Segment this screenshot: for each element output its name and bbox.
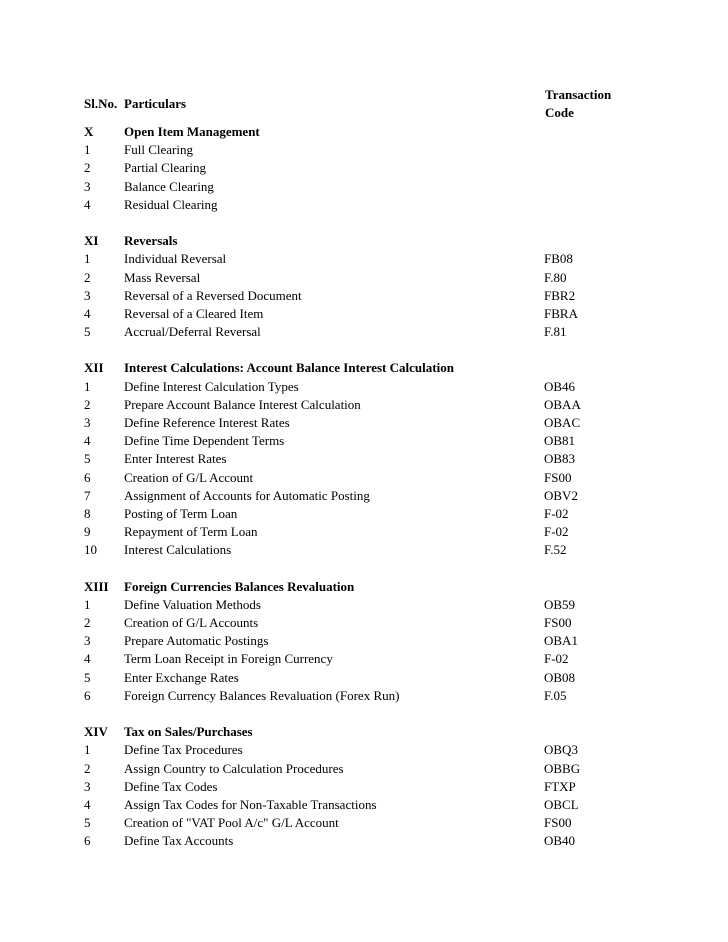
item-number: 5 <box>84 324 91 340</box>
item-particular: Define Tax Accounts <box>124 833 234 849</box>
transaction-code-header <box>545 86 635 122</box>
table-row <box>84 614 644 632</box>
table-row <box>84 487 644 505</box>
item-transaction-code: OBQ3 <box>544 742 578 758</box>
item-particular: Prepare Account Balance Interest Calculation <box>124 396 361 412</box>
section-title: Foreign Currencies Balances Revaluation <box>124 578 355 594</box>
item-number: 6 <box>84 687 91 703</box>
section-title: Interest Calculations: Account Balance Interest Calculation <box>124 360 454 376</box>
item-number: 2 <box>84 760 91 776</box>
table-row <box>84 378 644 396</box>
section-title: Open Item Management <box>124 124 260 139</box>
item-particular: Define Time Dependent Terms <box>124 433 285 449</box>
item-number: 3 <box>84 178 91 194</box>
item-transaction-code: FBRA <box>544 305 578 321</box>
table-row <box>84 814 644 832</box>
table-row <box>84 796 644 814</box>
item-particular: Define Tax Procedures <box>124 742 243 758</box>
item-particular: Assign Country to Calculation Procedures <box>124 760 344 776</box>
item-transaction-code: OBAA <box>544 396 581 412</box>
section-spacer <box>84 341 644 359</box>
item-transaction-code: F.80 <box>544 269 567 285</box>
table-header <box>84 86 644 123</box>
item-transaction-code: FS00 <box>544 615 572 631</box>
section-numeral: XII <box>84 360 104 376</box>
item-transaction-code: OB46 <box>544 378 576 394</box>
item-transaction-code: OB83 <box>544 451 576 467</box>
item-number: 2 <box>84 160 91 176</box>
section-title: Reversals <box>124 233 178 249</box>
table-row <box>84 159 644 177</box>
item-particular: Reversal of a Cleared Item <box>124 305 264 321</box>
item-number: 2 <box>84 396 91 412</box>
section-heading <box>84 232 644 250</box>
item-particular: Reversal of a Reversed Document <box>124 287 302 303</box>
table-row <box>84 141 644 159</box>
table-row <box>84 596 644 614</box>
item-transaction-code: OB81 <box>544 433 576 449</box>
item-particular: Define Tax Codes <box>124 778 218 794</box>
item-number: 3 <box>84 287 91 303</box>
item-number: 3 <box>84 415 91 430</box>
item-transaction-code: OB40 <box>544 833 576 849</box>
table-row <box>84 414 644 432</box>
table-row <box>84 669 644 687</box>
item-number: 1 <box>84 742 91 758</box>
table-row <box>84 741 644 759</box>
item-number: 5 <box>84 451 91 467</box>
item-particular: Term Loan Receipt in Foreign Currency <box>124 651 333 667</box>
section-heading <box>84 359 644 377</box>
table-row <box>84 396 644 414</box>
transaction-code-header-line2: Code <box>545 105 574 120</box>
item-number: 3 <box>84 633 91 649</box>
item-number: 1 <box>84 142 91 158</box>
item-number: 3 <box>84 778 91 794</box>
section-spacer <box>84 214 644 232</box>
item-particular: Posting of Term Loan <box>124 505 238 521</box>
table-row <box>84 541 644 559</box>
section-numeral: XIV <box>84 724 108 740</box>
item-number: 2 <box>84 269 91 285</box>
table-row <box>84 760 644 778</box>
table-row <box>84 178 644 196</box>
item-number: 8 <box>84 505 91 521</box>
table-row <box>84 505 644 523</box>
item-particular: Mass Reversal <box>124 269 201 285</box>
item-transaction-code: OB08 <box>544 669 576 685</box>
section-heading <box>84 123 644 141</box>
table-row <box>84 250 644 268</box>
item-particular: Define Interest Calculation Types <box>124 378 299 394</box>
sl-no-header: Sl.No. <box>84 96 118 111</box>
item-transaction-code: F.05 <box>544 687 567 703</box>
table-row <box>84 305 644 323</box>
item-particular: Individual Reversal <box>124 251 227 267</box>
item-particular: Define Reference Interest Rates <box>124 415 290 430</box>
table-row <box>84 432 644 450</box>
item-particular: Creation of G/L Account <box>124 469 254 485</box>
item-transaction-code: F-02 <box>544 651 569 667</box>
section-spacer <box>84 560 644 578</box>
item-transaction-code: OBA1 <box>544 633 578 649</box>
item-transaction-code: F-02 <box>544 524 569 540</box>
table-row <box>84 287 644 305</box>
item-number: 7 <box>84 487 91 503</box>
section-numeral: XI <box>84 233 99 249</box>
table-row <box>84 450 644 468</box>
item-number: 6 <box>84 469 91 485</box>
item-particular: Assignment of Accounts for Automatic Posting <box>124 487 370 503</box>
transaction-code-header-line1: Transaction <box>545 87 612 102</box>
item-number: 5 <box>84 815 91 831</box>
section-heading <box>84 578 644 596</box>
item-transaction-code: FB08 <box>544 251 573 267</box>
item-number: 2 <box>84 615 91 631</box>
item-transaction-code: OB59 <box>544 596 576 612</box>
table-row <box>84 650 644 668</box>
item-number: 9 <box>84 524 91 540</box>
item-particular: Residual Clearing <box>124 196 218 212</box>
item-transaction-code: FBR2 <box>544 287 576 303</box>
item-particular: Interest Calculations <box>124 542 232 558</box>
table-row <box>84 323 644 341</box>
item-transaction-code: FTXP <box>544 778 576 794</box>
item-transaction-code: F.81 <box>544 324 567 340</box>
table-row <box>84 832 644 850</box>
item-transaction-code: OBBG <box>544 760 581 776</box>
section-spacer <box>84 705 644 723</box>
item-particular: Foreign Currency Balances Revaluation (Forex Run) <box>124 687 400 703</box>
item-particular: Enter Interest Rates <box>124 451 227 467</box>
particulars-header: Particulars <box>124 96 187 111</box>
item-number: 4 <box>84 196 91 212</box>
table-row <box>84 469 644 487</box>
item-transaction-code: FS00 <box>544 469 572 485</box>
item-particular: Accrual/Deferral Reversal <box>124 324 261 340</box>
item-transaction-code: F.52 <box>544 542 567 558</box>
section-numeral: XIII <box>84 578 109 594</box>
item-number: 6 <box>84 833 91 849</box>
item-particular: Assign Tax Codes for Non-Taxable Transactions <box>124 796 377 812</box>
item-particular: Prepare Automatic Postings <box>124 633 269 649</box>
section-heading <box>84 723 644 741</box>
item-number: 1 <box>84 251 91 267</box>
section-title: Tax on Sales/Purchases <box>124 724 253 740</box>
section-numeral: X <box>84 124 94 139</box>
table-row <box>84 632 644 650</box>
item-number: 4 <box>84 796 91 812</box>
item-particular: Full Clearing <box>124 142 193 158</box>
item-transaction-code: F-02 <box>544 505 569 521</box>
item-number: 1 <box>84 596 91 612</box>
item-number: 4 <box>84 433 91 449</box>
item-transaction-code: OBV2 <box>544 487 578 503</box>
item-number: 4 <box>84 651 91 667</box>
item-transaction-code: OBCL <box>544 796 579 812</box>
table-row <box>84 523 644 541</box>
item-particular: Creation of "VAT Pool A/c" G/L Account <box>124 815 339 831</box>
item-number: 10 <box>84 542 97 558</box>
table-row <box>84 196 644 214</box>
item-number: 1 <box>84 378 91 394</box>
item-particular: Balance Clearing <box>124 178 214 194</box>
item-transaction-code: OBAC <box>544 415 581 430</box>
sections-container <box>84 123 644 851</box>
table-row <box>84 269 644 287</box>
item-number: 4 <box>84 305 91 321</box>
table-row <box>84 687 644 705</box>
document-page <box>84 86 644 851</box>
item-particular: Repayment of Term Loan <box>124 524 258 540</box>
item-particular: Enter Exchange Rates <box>124 669 239 685</box>
table-row <box>84 778 644 796</box>
item-particular: Partial Clearing <box>124 160 206 176</box>
item-particular: Define Valuation Methods <box>124 596 261 612</box>
item-particular: Creation of G/L Accounts <box>124 615 259 631</box>
item-transaction-code: FS00 <box>544 815 572 831</box>
item-number: 5 <box>84 669 91 685</box>
